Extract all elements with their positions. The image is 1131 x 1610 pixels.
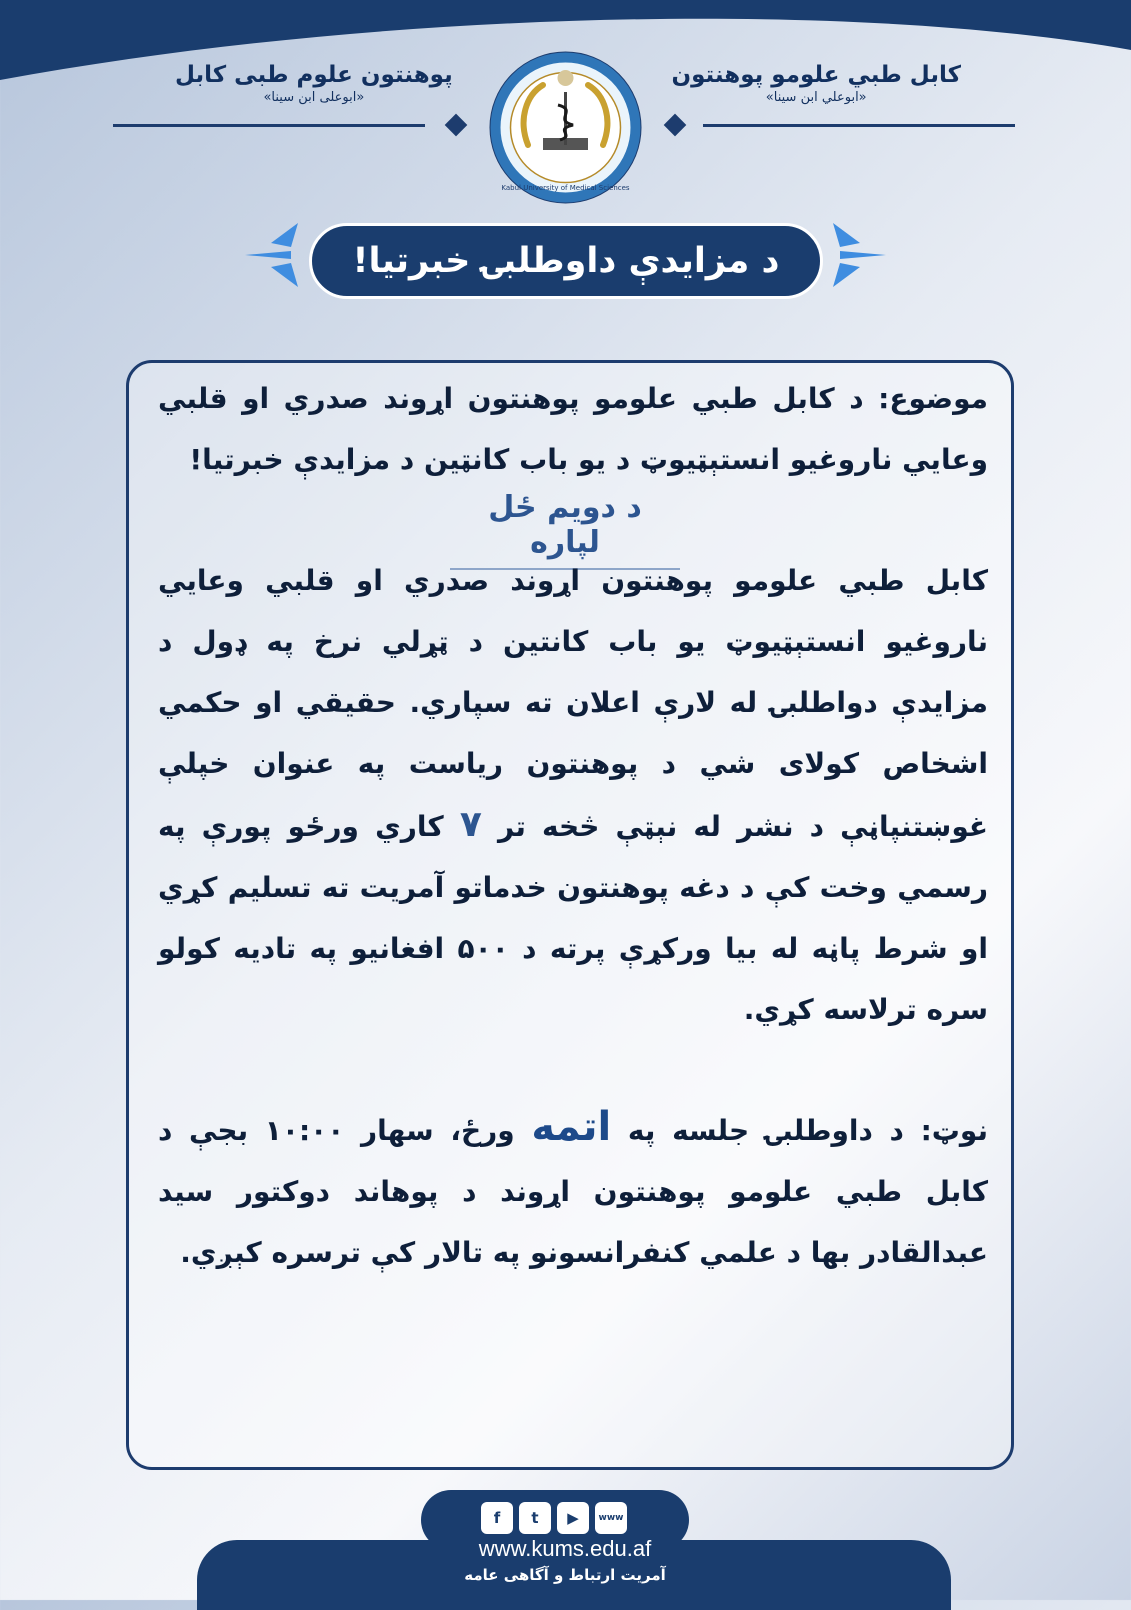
website-link[interactable]: www.kums.edu.af: [478, 1536, 652, 1561]
right-burst-icon: [818, 215, 888, 295]
announcement-paragraph: [158, 550, 988, 1040]
paragraph-part-1: کابل طبي علومو پوهنتون اړوند صدري او قلبي وعايي ناروغيو انستېټيوټ يو باب کانتين د ټړلي نرخ په ډول د مزايدې دواطلبۍ له لارې اعلان ته سپاري. حقيقي او حکمي اشخاص کولای شي د پوهنتون رياست په عنوان خپلې غوښتنپاڼې د نشر له نېټې څخه تر: [158, 564, 988, 843]
social-icons: [481, 1502, 627, 1534]
department-name: آمریت ارتباط و آگاهی عامه: [464, 1566, 666, 1584]
facebook-icon[interactable]: f: [481, 1502, 513, 1534]
website-icon[interactable]: www: [595, 1502, 627, 1534]
note-part-1: نوټ: د داوطلبۍ جلسه په: [627, 1114, 988, 1147]
note-part-2: ورځ، سهار ۱۰:۰۰ بجې د کابل طبي علومو پوهنتون اړوند د پوهاند دوکتور سيد عبدالقادر بها د علمي کنفرانسونو په تالار کې ترسره کېږي.: [158, 1114, 988, 1269]
page-title: د مزایدې داوطلبۍ خبرتیا!: [309, 223, 823, 299]
header-left-rule: [113, 124, 425, 127]
header-right-block: [671, 62, 961, 105]
header-left-subtitle: «ابوعلی ابن سینا»: [263, 90, 365, 105]
subheading: د دویم ځل لپاره: [450, 490, 680, 570]
note-paragraph: [158, 1097, 988, 1283]
youtube-icon[interactable]: ▶: [557, 1502, 589, 1534]
header-left-block: [175, 62, 453, 105]
header-right-diamond: [664, 114, 687, 137]
left-burst-icon: [243, 215, 313, 295]
twitter-icon[interactable]: t: [519, 1502, 551, 1534]
session-day-highlight: اتمه: [531, 1104, 612, 1150]
header: [0, 0, 1131, 210]
header-right-rule: [703, 124, 1015, 127]
header-left-diamond: [445, 114, 468, 137]
university-logo: [488, 50, 643, 205]
logo-caption: Kabul University of Medical Sciences: [501, 184, 630, 192]
header-left-title: پوهنتون علوم طبی کابل: [175, 62, 453, 88]
subject-text: موضوع: د کابل طبي علومو پوهنتون اړوند صدري او قلبي وعايي ناروغيو انستېټيوټ د يو باب کانټين د مزايدې خبرتيا!: [158, 382, 988, 476]
header-right-subtitle: «ابوعلي ابن سینا»: [765, 90, 867, 105]
working-days-number: ۷: [459, 804, 482, 845]
paragraph-part-2: کاري ورځو پورې په رسمي وخت کې د دغه پوهنتون خدماتو آمريت ته تسليم کړي او شرط پاڼه له بيا ورکړې پرته د ۵۰۰ افغانيو په تاديه کولو سره ترلاسه کړي.: [158, 810, 988, 1026]
header-right-title: کابل طبي علومو پوهنتون: [671, 62, 961, 88]
